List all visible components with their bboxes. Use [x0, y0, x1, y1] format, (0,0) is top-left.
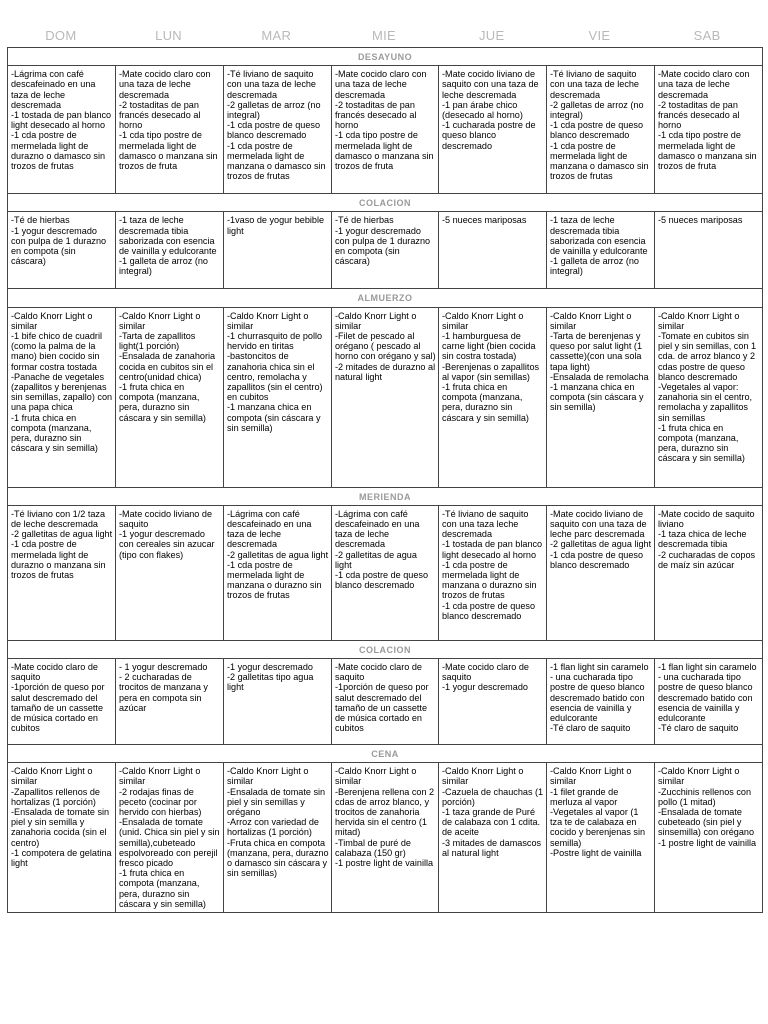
meal-cell: -Té liviano con 1/2 taza de leche descremada -2 galletitas de agua light -1 cda postre de mermelada light de durazno o manzana sin trozos de frutas	[8, 505, 116, 640]
meal-section-title: CENA	[8, 745, 763, 763]
meal-cell: -1 yogur descremado -2 galletitas tipo agua light	[224, 659, 332, 745]
meal-cell: -Lágrima con café descafeinado en una taza de leche descremada -1 tostada de pan blanco light desecado al horno -1 cda postre de mermelada light de durazno o damasco sin trozos de frutas	[8, 66, 116, 194]
meal-cell: -Caldo Knorr Light o similar -1 filet grande de merluza al vapor -Vegetales al vapor (1 tza te de calabaza en cocido y berenjenas sin semilla) -Postre light de vainilla	[547, 763, 655, 913]
meal-cell: -Caldo Knorr Light o similar -1 hamburguesa de carne light (bien cocida sin costra tostada) -Berenjenas o zapallitos al vapor (sin semillas) -1 fruta chica en compota (manzana, pera, durazno sin cáscara y sin semilla)	[439, 307, 547, 487]
day-label-mar: MAR	[261, 28, 292, 43]
meal-cell: -Mate cocido claro de saquito -1porción de queso por salut descremado del tamaño de un cassette de música cortado en cubitos	[332, 659, 439, 745]
day-label-mie: MIE	[371, 28, 396, 43]
meal-cell: -Caldo Knorr Light o similar -Filet de pescado al orégano ( pescado al horno con orégano y sal) -2 mitades de durazno al natural light	[332, 307, 439, 487]
meal-cell: -5 nueces mariposas	[439, 212, 547, 289]
day-label-lun: LUN	[155, 28, 183, 43]
meal-cell: -Lágrima con café descafeinado en una taza de leche descremada -2 galletitas de agua light -1 cda postre de queso blanco descremado	[332, 505, 439, 640]
meal-row	[8, 763, 763, 913]
meal-cell: -Té de hierbas -1 yogur descremado con pulpa de 1 durazno en compota (sin cáscara)	[8, 212, 116, 289]
meal-cell: -Caldo Knorr Light o similar -Ensalada de tomate sin piel y sin semillas y orégano -Arroz con variedad de hortalizas (1 porción) -Fruta chica en compota (manzana, pera, durazno o damasco sin cáscara y sin semillas)	[224, 763, 332, 913]
meal-cell: -1 taza de leche descremada tibia saborizada con esencia de vainilla y edulcorante -1 galleta de arroz (no integral)	[547, 212, 655, 289]
meal-cell: -Caldo Knorr Light o similar -2 rodajas finas de peceto (cocinar por hervido con hierbas) -Ensalada de tomate (unid. Chica sin piel y sin semilla),cubeteado espolvoreado con perejil fresco picado -1 fruta chica en compota (manzana, pera, durazno sin cáscara y sin semilla)	[116, 763, 224, 913]
meal-cell: -Caldo Knorr Light o similar -Zucchinis rellenos con pollo (1 mitad) -Ensalada de tomate cubeteado (sin piel y sinsemilla) con orégano -1 postre light de vainilla	[655, 763, 763, 913]
meal-cell: -Mate cocido de saquito liviano -1 taza chica de leche descremada tibia -2 cucharadas de copos de maíz sin azúcar	[655, 505, 763, 640]
meal-cell: -1vaso de yogur bebible light	[224, 212, 332, 289]
meal-cell: -Mate cocido liviano de saquito con una taza de leche descremada -1 pan árabe chico (desecado al horno) -1 cucharada postre de queso blanco descremado	[439, 66, 547, 194]
meal-section-title: ALMUERZO	[8, 289, 763, 307]
meal-cell: -Mate cocido claro con una taza de leche descremada -2 tostaditas de pan francés desecado al horno -1 cda tipo postre de mermelada light de damasco o manzana sin trozos de fruta	[332, 66, 439, 194]
day-label-vie: VIE	[588, 28, 611, 43]
meal-section-title: DESAYUNO	[8, 48, 763, 66]
meal-cell: -Caldo Knorr Light o similar -Tarta de zapallitos light(1 porción) -Ensalada de zanahoria cocida en cubitos sin el centro(unidad chica) -1 fruta chica en compota (manzana, pera, durazno sin cáscara y sin semilla)	[116, 307, 224, 487]
meal-cell: -Caldo Knorr Light o similar -Zapallitos rellenos de hortalizas (1 porción) -Ensalada de tomate sin piel y sin semilla y zanahoria cocida (sin el centro) -1 compotera de gelatina light	[8, 763, 116, 913]
meal-cell: - 1 yogur descremado - 2 cucharadas de trocitos de manzana y pera en compota sin azúcar	[116, 659, 224, 745]
meal-cell: -1 flan light sin caramelo - una cucharada tipo postre de queso blanco descremado batido con esencia de vainilla y edulcorante -Té claro de saquito	[655, 659, 763, 745]
meal-cell: -Té de hierbas -1 yogur descremado con pulpa de 1 durazno en compota (sin cáscara)	[332, 212, 439, 289]
meal-cell: -Mate cocido claro con una taza de leche descremada -2 tostaditas de pan francés desecado al horno -1 cda tipo postre de mermelada light de damasco o manzana sin trozos de fruta	[655, 66, 763, 194]
meal-row	[8, 505, 763, 640]
meal-cell: -5 nueces mariposas	[655, 212, 763, 289]
meal-cell: -Caldo Knorr Light o similar -Tomate en cubitos sin piel y sin semillas, con 1 cda. de arroz blanco y 2 cdas postre de queso blanco descremado -Vegetales al vapor: zanahoria sin el centro, remolacha y zapallitos sin semillas -1 fruta chica en compota (manzana, pera, durazno sin cáscara y sin semilla)	[655, 307, 763, 487]
meal-section-title: COLACION	[8, 194, 763, 212]
day-label-dom: DOM	[45, 28, 77, 43]
meal-section-title: COLACION	[8, 640, 763, 658]
weekday-header	[7, 28, 761, 46]
meal-row	[8, 659, 763, 745]
meal-cell: -Mate cocido liviano de saquito con una taza de leche parc descremada -2 galletitas de agua light -1 cda postre de queso blanco descremado	[547, 505, 655, 640]
meal-row	[8, 66, 763, 194]
day-label-sab: SAB	[693, 28, 721, 43]
meal-row	[8, 307, 763, 487]
meal-cell: -Caldo Knorr Light o similar -Berenjena rellena con 2 cdas de arroz blanco, y trocitos de zanahoria hervida sin el centro (1 mitad) -Timbal de puré de calabaza (150 gr) -1 postre light de vainilla	[332, 763, 439, 913]
meal-cell: -Té liviano de saquito con una taza leche descremada -1 tostada de pan blanco light desecado al horno -1 cda postre de mermelada light de manzana o durazno sin trozos de frutas -1 cda postre de queso blanco descremado	[439, 505, 547, 640]
meal-cell: -Mate cocido claro de saquito -1 yogur descremado	[439, 659, 547, 745]
meal-cell: -Caldo Knorr Light o similar -1 bife chico de cuadril (como la palma de la mano) bien cocido sin formar costra tostada -Panache de vegetales (zapallitos y berenjenas sin semillas, zapallo) con una papa chica -1 fruta chica en compota (manzana, pera, durazno sin cáscara y sin semilla)	[8, 307, 116, 487]
meal-cell: -Lágrima con café descafeinado en una taza de leche descremada -2 galletitas de agua light -1 cda postre de mermelada light de manzana o durazno sin trozos de frutas	[224, 505, 332, 640]
meal-cell: -Caldo Knorr Light o similar -1 churrasquito de pollo hervido en tiritas -bastoncitos de zanahoria chica sin el centro, remolacha y zapallitos (sin el centro) en cubitos -1 manzana chica en compota (sin cáscara y sin semilla)	[224, 307, 332, 487]
meal-cell: -Mate cocido claro de saquito -1porción de queso por salut descremado del tamaño de un cassette de música cortado en cubitos	[8, 659, 116, 745]
meal-cell: -Caldo Knorr Light o similar -Tarta de berenjenas y queso por salut light (1 cassette)(con una sola tapa light) -Ensalada de remolacha -1 manzana chica en compota (sin cáscara y sin semilla)	[547, 307, 655, 487]
meal-plan-table	[7, 47, 763, 913]
meal-section-title: MERIENDA	[8, 487, 763, 505]
meal-cell: -Mate cocido claro con una taza de leche descremada -2 tostaditas de pan francés desecado al horno -1 cda tipo postre de mermelada light de damasco o manzana sin trozos de fruta	[116, 66, 224, 194]
day-label-jue: JUE	[478, 28, 505, 43]
meal-row	[8, 212, 763, 289]
meal-cell: -Mate cocido liviano de saquito -1 yogur descremado con cereales sin azucar (tipo con flakes)	[116, 505, 224, 640]
meal-cell: -Té liviano de saquito con una taza de leche descremada -2 galletas de arroz (no integral) -1 cda postre de queso blanco descremado -1 cda postre de mermelada light de manzana o damasco sin trozos de frutas	[224, 66, 332, 194]
meal-cell: -1 flan light sin caramelo - una cucharada tipo postre de queso blanco descremado batido con esencia de vainilla y edulcorante -Té claro de saquito	[547, 659, 655, 745]
meal-cell: -Té liviano de saquito con una taza de leche descremada -2 galletas de arroz (no integral) -1 cda postre de queso blanco descremado -1 cda postre de mermelada light de manzana o damasco sin trozos de frutas	[547, 66, 655, 194]
meal-cell: -Caldo Knorr Light o similar -Cazuela de chauchas (1 porción) -1 taza grande de Puré de calabaza con 1 cdita. de aceite -3 mitades de damascos al natural light	[439, 763, 547, 913]
meal-cell: -1 taza de leche descremada tibia saborizada con esencia de vainilla y edulcorante -1 galleta de arroz (no integral)	[116, 212, 224, 289]
